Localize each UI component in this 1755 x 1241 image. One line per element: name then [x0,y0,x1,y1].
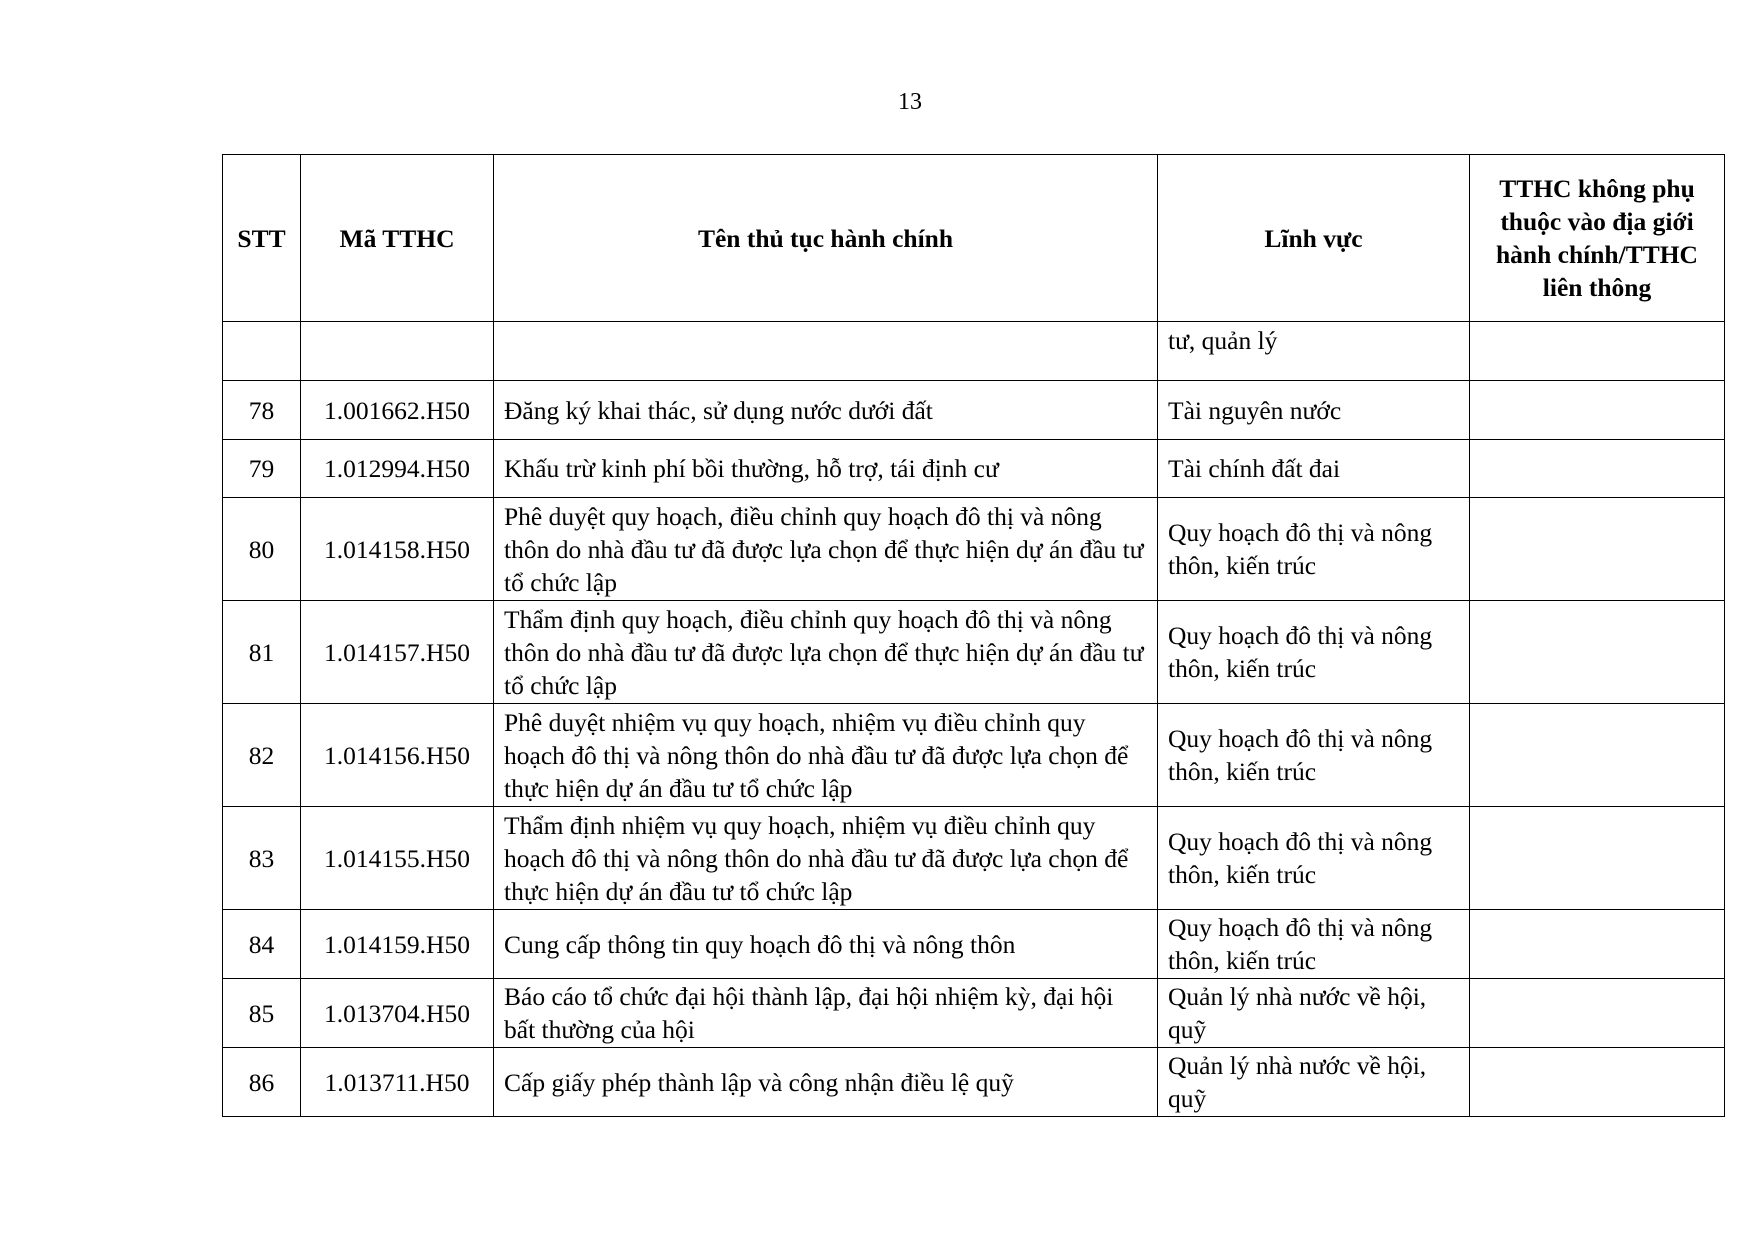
cell-ten-thu-tuc: Cấp giấy phép thành lập và công nhận điều lệ quỹ [494,1048,1158,1117]
table-row [223,440,1725,498]
cell-stt: 85 [223,979,301,1048]
cell-linh-vuc: Quản lý nhà nước về hội, quỹ [1158,1048,1470,1117]
table-body [223,322,1725,1117]
cell-stt: 81 [223,601,301,704]
cell-linh-vuc: Quy hoạch đô thị và nông thôn, kiến trúc [1158,704,1470,807]
cell-stt: 84 [223,910,301,979]
cell-dia-gioi [1470,322,1725,381]
cell-ma-tthc: 1.014156.H50 [301,704,494,807]
cell-dia-gioi [1470,910,1725,979]
cell-stt: 80 [223,498,301,601]
header-row [223,155,1725,322]
cell-stt [223,322,301,381]
cell-dia-gioi [1470,498,1725,601]
cell-linh-vuc: Quy hoạch đô thị và nông thôn, kiến trúc [1158,601,1470,704]
page-number: 13 [898,89,922,115]
cell-ten-thu-tuc: Khấu trừ kinh phí bồi thường, hỗ trợ, tái định cư [494,440,1158,498]
cell-ma-tthc: 1.014159.H50 [301,910,494,979]
cell-stt: 86 [223,1048,301,1117]
cell-ma-tthc: 1.012994.H50 [301,440,494,498]
cell-linh-vuc: Quy hoạch đô thị và nông thôn, kiến trúc [1158,910,1470,979]
cell-ma-tthc: 1.014158.H50 [301,498,494,601]
cell-linh-vuc: Quy hoạch đô thị và nông thôn, kiến trúc [1158,807,1470,910]
cell-ten-thu-tuc [494,322,1158,381]
cell-ma-tthc: 1.014155.H50 [301,807,494,910]
table-row [223,979,1725,1048]
cell-stt: 78 [223,381,301,440]
cell-dia-gioi [1470,601,1725,704]
table-row [223,381,1725,440]
cell-ten-thu-tuc: Đăng ký khai thác, sử dụng nước dưới đất [494,381,1158,440]
cell-dia-gioi [1470,381,1725,440]
cell-ten-thu-tuc: Thẩm định quy hoạch, điều chỉnh quy hoạch đô thị và nông thôn do nhà đầu tư đã được lựa chọn để thực hiện dự án đầu tư tổ chức lập [494,601,1158,704]
cell-ten-thu-tuc: Phê duyệt nhiệm vụ quy hoạch, nhiệm vụ điều chỉnh quy hoạch đô thị và nông thôn do nhà đầu tư đã được lựa chọn để thực hiện dự án đầu tư tổ chức lập [494,704,1158,807]
cell-ten-thu-tuc: Thẩm định nhiệm vụ quy hoạch, nhiệm vụ điều chỉnh quy hoạch đô thị và nông thôn do nhà đầu tư đã được lựa chọn để thực hiện dự án đầu tư tổ chức lập [494,807,1158,910]
cell-ma-tthc: 1.014157.H50 [301,601,494,704]
header-ma-tthc: Mã TTHC [301,155,494,322]
cell-ten-thu-tuc: Báo cáo tổ chức đại hội thành lập, đại hội nhiệm kỳ, đại hội bất thường của hội [494,979,1158,1048]
cell-dia-gioi [1470,1048,1725,1117]
cell-ma-tthc: 1.013704.H50 [301,979,494,1048]
cell-stt: 83 [223,807,301,910]
header-stt: STT [223,155,301,322]
procedures-table [222,154,1725,1117]
table-row [223,807,1725,910]
cell-ma-tthc: 1.013711.H50 [301,1048,494,1117]
cell-dia-gioi [1470,704,1725,807]
table-row [223,601,1725,704]
cell-linh-vuc: Quản lý nhà nước về hội, quỹ [1158,979,1470,1048]
cell-ten-thu-tuc: Cung cấp thông tin quy hoạch đô thị và nông thôn [494,910,1158,979]
table-row [223,910,1725,979]
table-row [223,322,1725,381]
table-row [223,498,1725,601]
cell-dia-gioi [1470,979,1725,1048]
cell-stt: 79 [223,440,301,498]
header-ten-thu-tuc: Tên thủ tục hành chính [494,155,1158,322]
cell-ma-tthc: 1.001662.H50 [301,381,494,440]
cell-linh-vuc: Quy hoạch đô thị và nông thôn, kiến trúc [1158,498,1470,601]
header-linh-vuc: Lĩnh vực [1158,155,1470,322]
header-dia-gioi: TTHC không phụ thuộc vào địa giới hành chính/TTHC liên thông [1470,155,1725,322]
cell-stt: 82 [223,704,301,807]
cell-linh-vuc: tư, quản lý [1158,322,1470,381]
cell-ma-tthc [301,322,494,381]
cell-ten-thu-tuc: Phê duyệt quy hoạch, điều chỉnh quy hoạch đô thị và nông thôn do nhà đầu tư đã được lựa chọn để thực hiện dự án đầu tư tổ chức lập [494,498,1158,601]
table-row [223,1048,1725,1117]
cell-linh-vuc: Tài nguyên nước [1158,381,1470,440]
cell-dia-gioi [1470,440,1725,498]
cell-linh-vuc: Tài chính đất đai [1158,440,1470,498]
cell-dia-gioi [1470,807,1725,910]
table-row [223,704,1725,807]
